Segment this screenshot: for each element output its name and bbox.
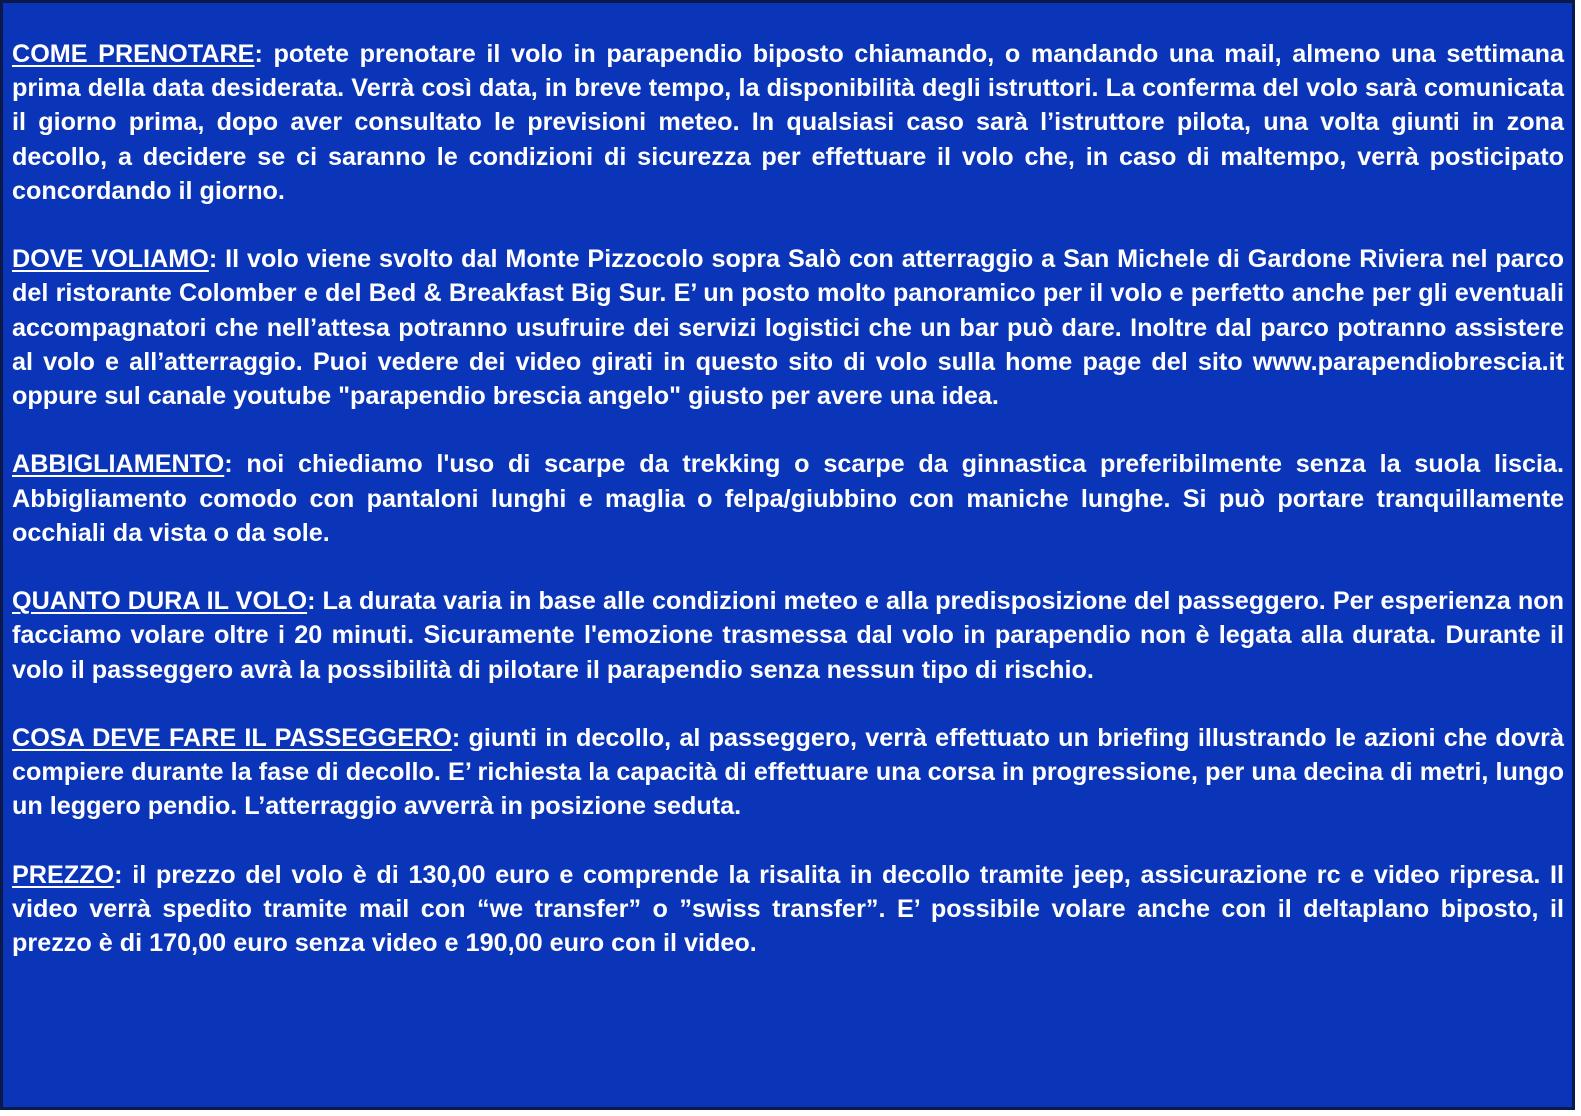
- section-body: : Il volo viene svolto dal Monte Pizzocolo sopra Salò con atterraggio a San Michele di Gardone Riviera nel parco del ristorante Colomber e del Bed & Breakfast Big Sur. E’ un posto molto panoramico per il volo e perfetto anche per gli eventuali accompagnatori che nell’attesa potranno usufruire dei servizi logistici che un bar può dare. Inoltre dal parco potranno assistere al volo e all’atterraggio. Puoi vedere dei video girati in questo sito di volo sulla home page del sito www.parapendiobrescia.it oppure sul canale youtube "parapendio brescia angelo" giusto per avere una idea.: [12, 245, 1564, 411]
- section-heading: COSA DEVE FARE IL PASSEGGERO: [12, 724, 452, 752]
- section-heading: PREZZO: [12, 860, 115, 889]
- section-heading: COME PRENOTARE: [12, 40, 255, 68]
- section-body: : La durata varia in base alle condizioni meteo e alla predisposizione del passeggero. Per esperienza non facciamo volare oltre i 20 minuti. Sicuramente l'emozione trasmessa dal volo in parapendio non è legata alla durata. Durante il volo il passeggero avrà la possibilità di pilotare il parapendio senza nessun tipo di rischio.: [12, 587, 1565, 684]
- section-body: : giunti in decollo, al passeggero, verrà effettuato un briefing illustrando le azioni che dovrà compiere durante la fase di decollo. E’ richiesta la capacità di effettuare una corsa in progressione, per una decina di metri, lungo un leggero pendio. L’atterraggio avverrà in posizione seduta.: [12, 724, 1564, 821]
- section-dove-voliamo: [12, 242, 1564, 413]
- section-body: : il prezzo del volo è di 130,00 euro e comprende la risalita in decollo tramite jeep, assicurazione rc e video ripresa. Il video verrà spedito tramite mail con “we transfer” o ”swiss transfer”. E’ possibile volare anche con il deltaplano biposto, il prezzo è di 170,00 euro senza video e 190,00 euro con il video.: [12, 860, 1564, 958]
- section-come-prenotare: [12, 37, 1564, 208]
- section-abbigliamento: [12, 447, 1564, 550]
- section-prezzo: [12, 858, 1564, 961]
- info-text: [12, 37, 1564, 995]
- section-quanto-dura: [12, 584, 1564, 687]
- section-heading: DOVE VOLIAMO: [12, 245, 209, 274]
- section-heading: ABBIGLIAMENTO: [12, 450, 225, 479]
- section-cosa-deve-fare: [12, 721, 1564, 824]
- section-body: : noi chiediamo l'uso di scarpe da trekking o scarpe da ginnastica preferibilmente senza la suola liscia. Abbigliamento comodo con pantaloni lunghi e maglia o felpa/giubbino con maniche lunghe. Si può portare tranquillamente occhiali da vista o da sole.: [12, 450, 1564, 547]
- section-heading: QUANTO DURA IL VOLO: [12, 587, 308, 616]
- section-body: : potete prenotare il volo in parapendio biposto chiamando, o mandando una mail, almeno una settimana prima della data desiderata. Verrà così data, in breve tempo, la disponibilità degli istruttori. La conferma del volo sarà comunicata il giorno prima, dopo aver consultato le previsioni meteo. In qualsiasi caso sarà l’istruttore pilota, una volta giunti in zona decollo, a decidere se ci saranno le condizioni di sicurezza per effettuare il volo che, in caso di maltempo, verrà posticipato concordando il giorno.: [12, 40, 1565, 205]
